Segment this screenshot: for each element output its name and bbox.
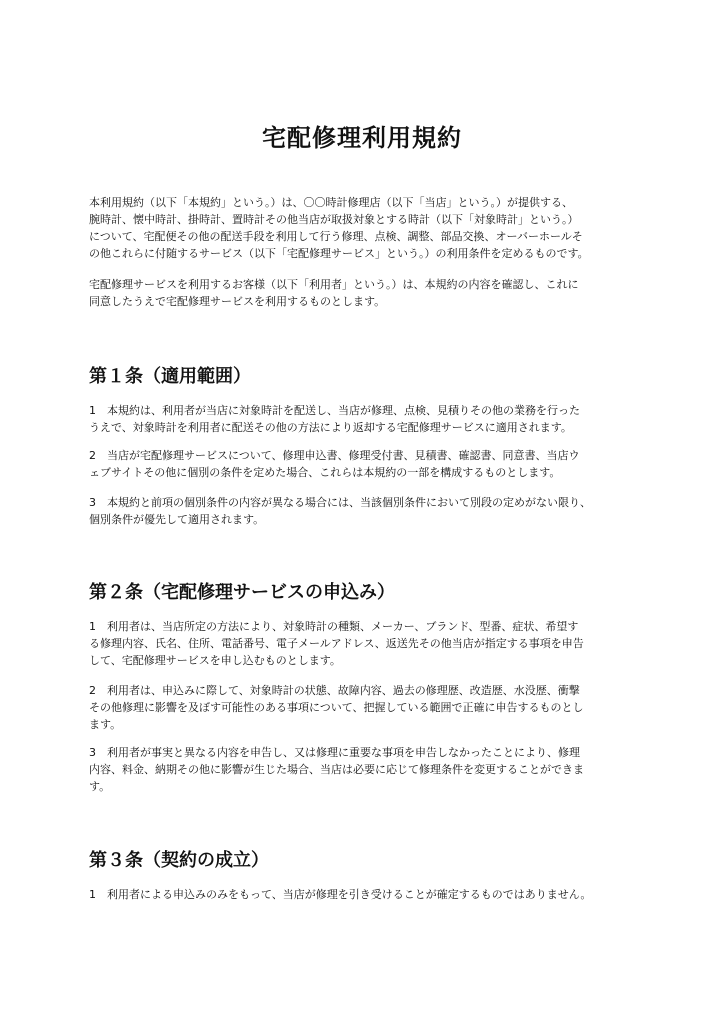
article-heading: 第２条（宅配修理サービスの申込み）	[89, 582, 395, 603]
text-line: 宅配修理サービスを利用するお客様（以下「利用者」という。）は、本規約の内容を確認し、これに	[89, 278, 579, 291]
article-clause	[89, 447, 649, 481]
intro-paragraph	[89, 194, 649, 262]
text-line: 2 利用者は、申込みに際して、対象時計の状態、故障内容、過去の修理歴、改造歴、水没歴、衝撃	[89, 684, 580, 697]
text-line: ます。	[89, 718, 122, 731]
text-line: 1 利用者による申込みのみをもって、当店が修理を引き受けることが確定するものではありません。	[89, 888, 592, 901]
text-line: 1 本規約は、利用者が当店に対象時計を配送し、当店が修理、点検、見積りその他の業務を行った	[89, 404, 580, 417]
text-line: 本利用規約（以下「本規約」という。）は、〇〇時計修理店（以下「当店」という。）が提供する、	[89, 196, 573, 209]
article-clause	[89, 402, 649, 436]
text-line: 内容、料金、納期その他に影響が生じた場合、当店は必要に応じて修理条件を変更することができま	[89, 763, 584, 776]
text-line: して、宅配修理サービスを申し込むものとします。	[89, 654, 341, 667]
text-line: る修理内容、氏名、住所、電話番号、電子メールアドレス、返送先その他当店が指定する事項を申告	[89, 637, 584, 650]
text-line: の他これらに付随するサービス（以下「宅配修理サービス」という。）の利用条件を定めるものです。	[89, 247, 589, 260]
article-clause	[89, 886, 649, 903]
text-line: 3 本規約と前項の個別条件の内容が異なる場合には、当該個別条件において別段の定めがない限り、	[89, 496, 591, 509]
article-clause	[89, 682, 649, 733]
text-line: その他修理に影響を及ぼす可能性のある事項について、把握している範囲で正確に申告するものとし	[89, 701, 584, 714]
intro-paragraph	[89, 276, 649, 310]
article-heading: 第３条（契約の成立）	[89, 850, 269, 871]
article-clause	[89, 494, 649, 528]
text-line: 個別条件が優先して適用されます。	[89, 513, 265, 526]
text-line: ェブサイトその他に個別の条件を定めた場合、これらは本規約の一部を構成するものとします。	[89, 466, 561, 479]
document-title: 宅配修理利用規約	[262, 124, 462, 152]
article-clause	[89, 744, 649, 795]
text-line: について、宅配便その他の配送手段を利用して行う修理、点検、調整、部品交換、オーバーホールそ	[89, 230, 583, 243]
text-line: 1 利用者は、当店所定の方法により、対象時計の種類、メーカー、ブランド、型番、症状、希望す	[89, 620, 579, 633]
article-heading: 第１条（適用範囲）	[89, 366, 251, 387]
text-line: うえで、対象時計を利用者に配送その他の方法により返却する宅配修理サービスに適用されます。	[89, 421, 572, 434]
text-line: 同意したうえで宅配修理サービスを利用するものとします。	[89, 295, 386, 308]
text-line: 腕時計、懐中時計、掛時計、置時計その他当店が取扱対象とする時計（以下「対象時計」という。）	[89, 213, 579, 226]
text-line: す。	[89, 780, 111, 793]
text-line: 3 利用者が事実と異なる内容を申告し、又は修理に重要な事項を申告しなかったことにより、修理	[89, 746, 580, 759]
text-line: 2 当店が宅配修理サービスについて、修理申込書、修理受付書、見積書、確認書、同意書、当店ウ	[89, 449, 580, 462]
article-clause	[89, 618, 649, 669]
